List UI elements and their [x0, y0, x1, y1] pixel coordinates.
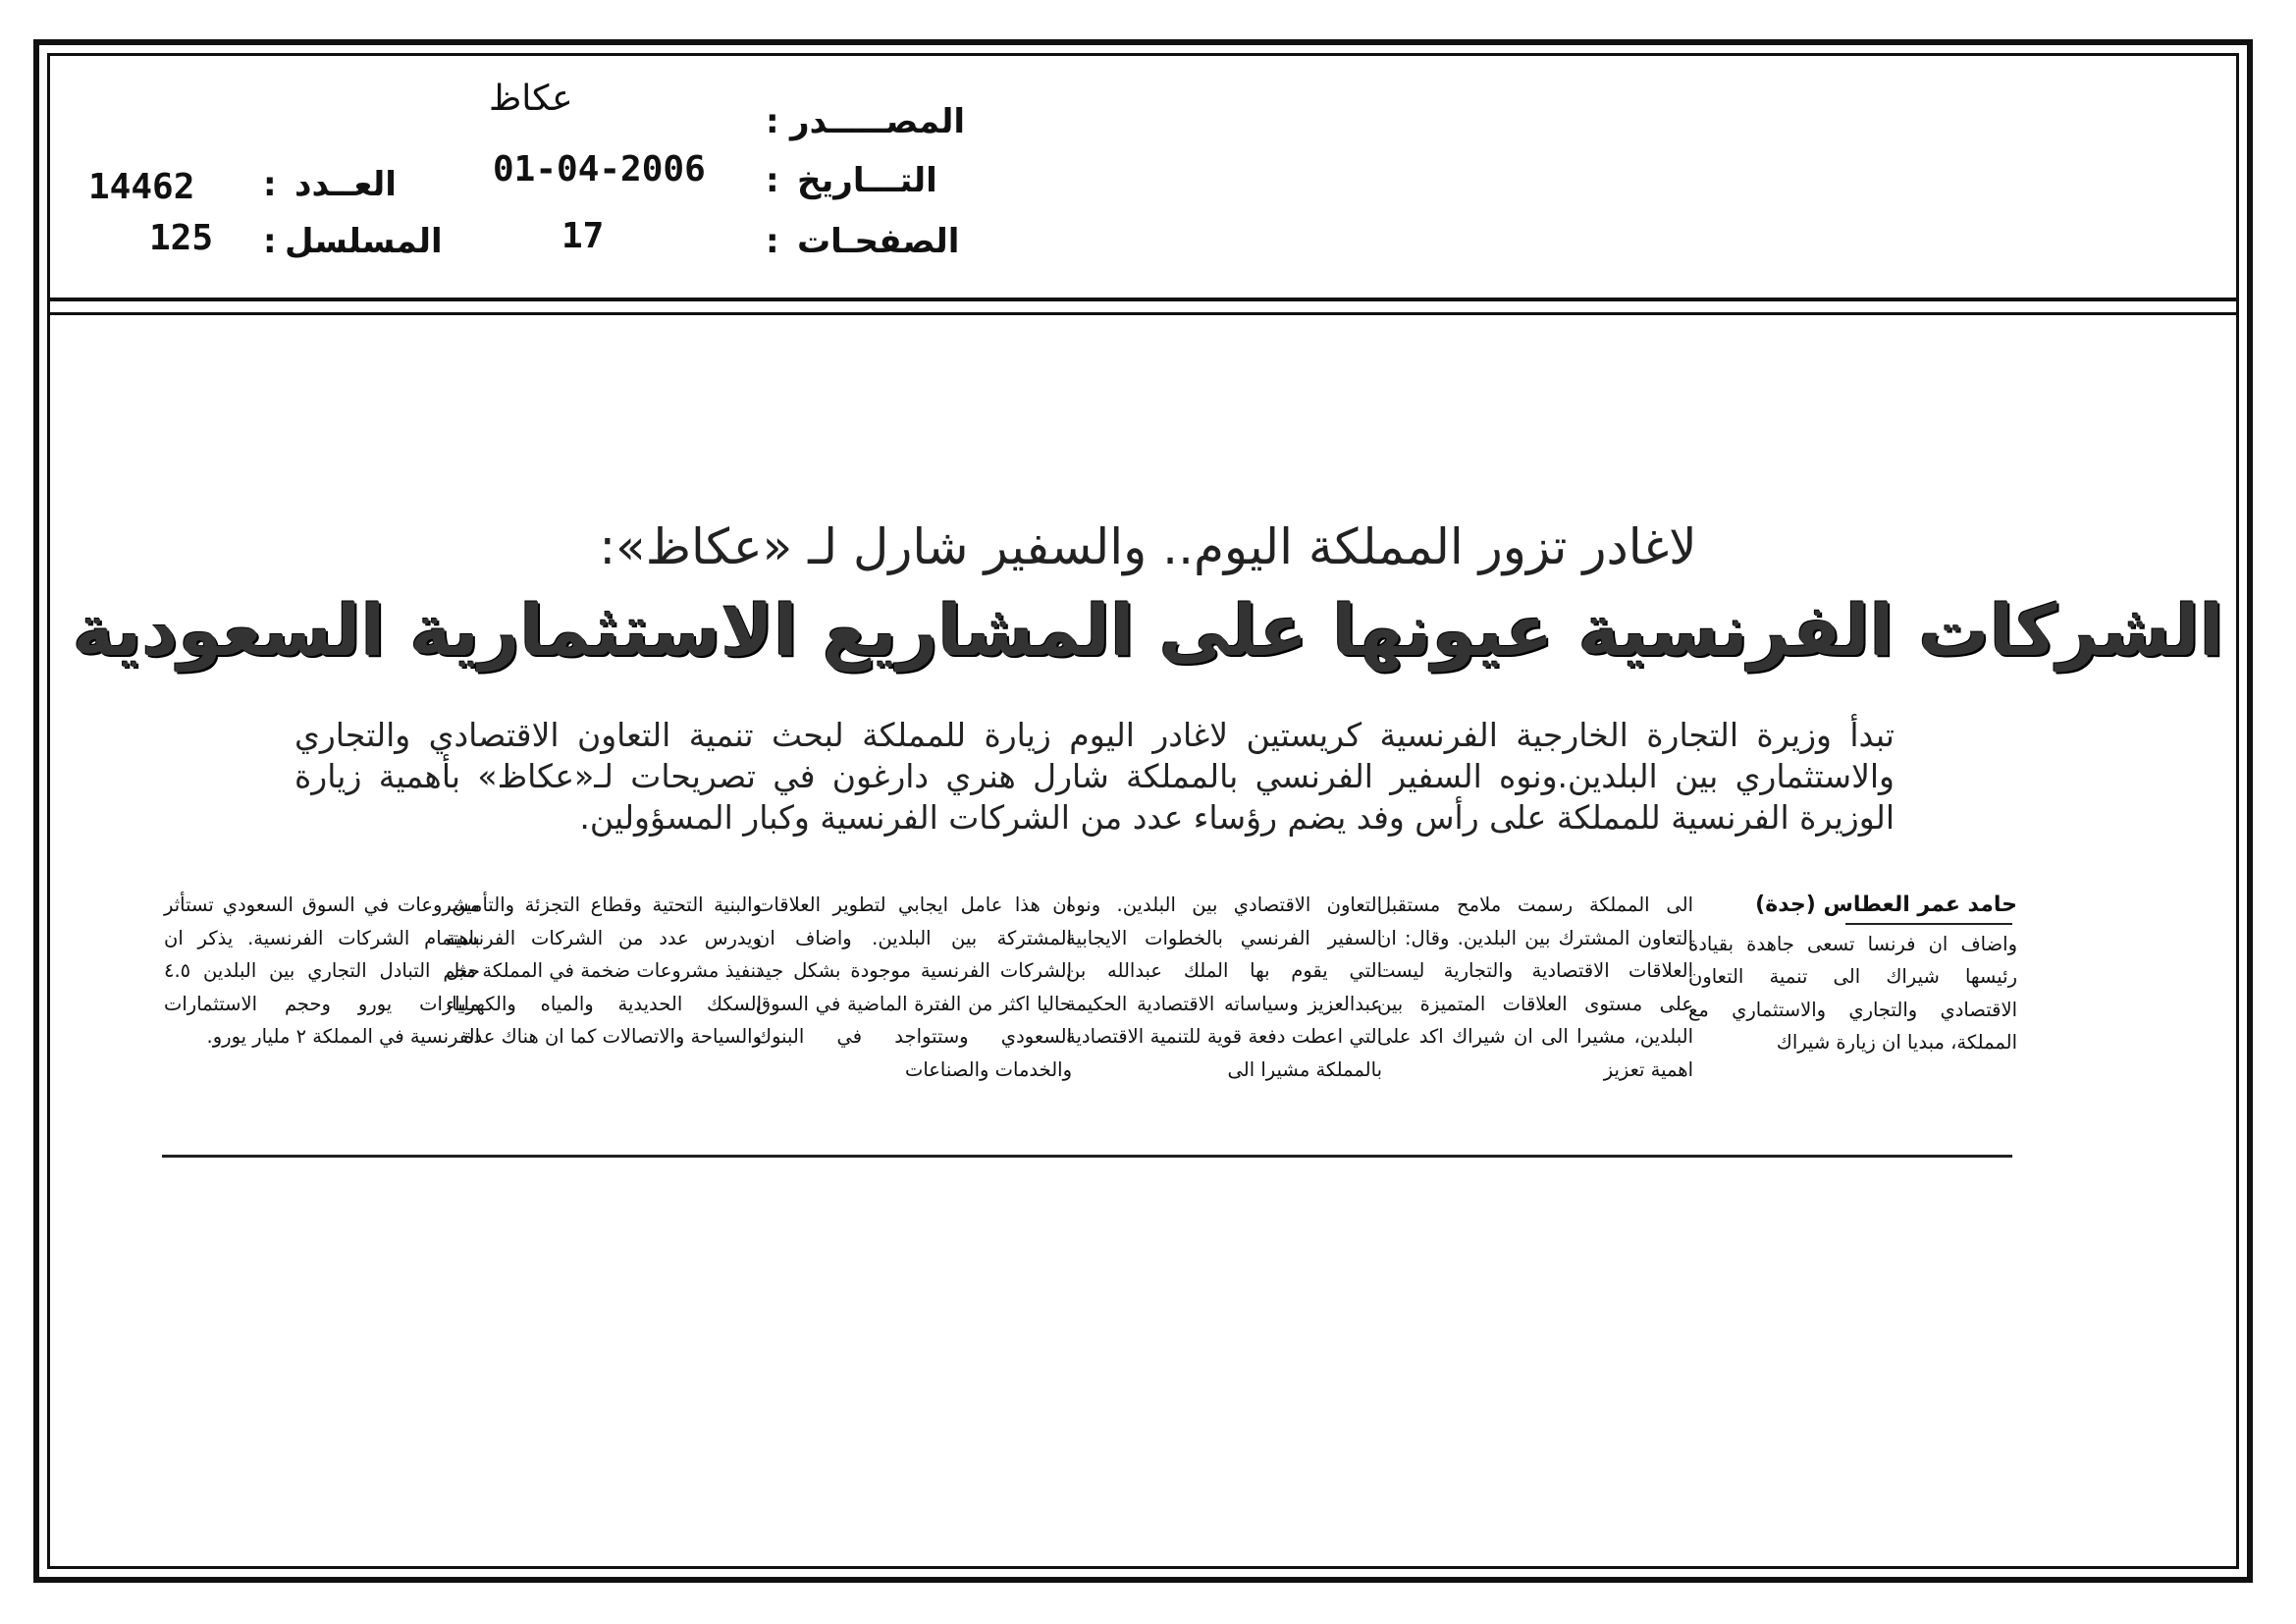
- article-byline: حامد عمر العطاس (جدة): [1755, 893, 2017, 917]
- issue-value: 14462: [88, 167, 195, 207]
- article-column-5: [446, 889, 762, 1054]
- pages-colon: :: [766, 222, 779, 261]
- column-text: الى المملكة رسمت ملامح مستقبل التعاون المشترك بين البلدين. وقال: ان العلاقات الاقتصادية والتجارية ليست على مستوى العلاقات المتميزة بين البلدين، مشيرا الى ان شيراك اكد على اهمية تعزيز: [1377, 893, 1693, 1081]
- issue-colon: :: [263, 165, 277, 204]
- header-divider: [47, 298, 2239, 315]
- column-text: مشروعات في السوق السعودي تستأثر باهتمام الشركات الفرنسية. يذكر ان حجم التبادل التجاري بين البلدين ٤.٥ مليارات يورو وحجم الاستثمارات الفرنسية في المملكة ٢ مليار يورو.: [164, 893, 480, 1049]
- column-text: واضاف ان فرنسا تسعى جاهدة بقيادة رئيسها شيراك الى تنمية التعاون الاقتصادي والتجاري والاستثماري مع المملكة، مبديا ان زيارة شيراك: [1688, 932, 2017, 1055]
- serial-label: المسلسل: [285, 222, 443, 261]
- article-lead: تبدأ وزيرة التجارة الخارجية الفرنسية كريستين لاغادر اليوم زيارة للمملكة لبحث تنمية التعاون الاقتصادي والتجاري والاستثماري بين البلدين.ونوه السفير الفرنسي بالمملكة شارل هنري دارغون في تصريحات لـ«عكاظ» بأهمية زيارة الوزيرة الفرنسية للمملكة على رأس وفد يضم رؤساء عدد من الشركات الفرنسية وكبار المسؤولين.: [294, 716, 1895, 837]
- article-column-6: [164, 889, 480, 1054]
- pages-value: 17: [561, 216, 605, 256]
- source-colon: :: [766, 102, 779, 141]
- article-kicker: لاغادر تزور المملكة اليوم.. والسفير شارل لـ «عكاظ»:: [599, 518, 1697, 575]
- article-column-2: [1377, 889, 1693, 1087]
- article-column-4: [756, 889, 1072, 1087]
- column-text: ان هذا عامل ايجابي لتطوير العلاقات المشتركة بين البلدين. واضاف ان الشركات الفرنسية موجودة بشكل جيد حاليا اكثر من الفترة الماضية في السوق السعودي وستتواجد في البنوك والخدمات والصناعات: [756, 893, 1072, 1081]
- article-column-1: [1688, 889, 2017, 1059]
- article-bottom-rule: [162, 1155, 2012, 1158]
- serial-colon: :: [263, 222, 277, 261]
- source-label: المصـــــدر: [790, 102, 966, 141]
- date-label: التـــاريخ: [797, 161, 937, 200]
- issue-label: العــدد: [294, 165, 397, 204]
- pages-label: الصفحـات: [797, 222, 960, 261]
- serial-value: 125: [149, 218, 214, 258]
- byline-underline: [1845, 923, 2012, 925]
- column-text: والبنية التحتية وقطاع التجزئة والتأمين، ويدرس عدد من الشركات الفرنسية تنفيذ مشروعات ضخمة في المملكة مثل السكك الحديدية والمياه والكهرباء والسياحة والاتصالات كما ان هناك عدة: [446, 893, 762, 1049]
- column-text: التعاون الاقتصادي بين البلدين. ونوه السفير الفرنسي بالخطوات الايجابية التي يقوم بها الملك عبدالله بن عبدالعزيز وسياساته الاقتصادية الحكيمة التي اعطت دفعة قوية للتنمية الاقتصادية بالمملكة مشيرا الى: [1066, 893, 1382, 1081]
- source-value: عكاظ: [489, 79, 573, 119]
- article-headline: الشركات الفرنسية عيونها على المشاريع الاستثمارية السعودية: [72, 589, 2224, 672]
- article-column-3: [1066, 889, 1382, 1087]
- date-colon: :: [766, 161, 779, 200]
- date-value: 01-04-2006: [493, 149, 706, 189]
